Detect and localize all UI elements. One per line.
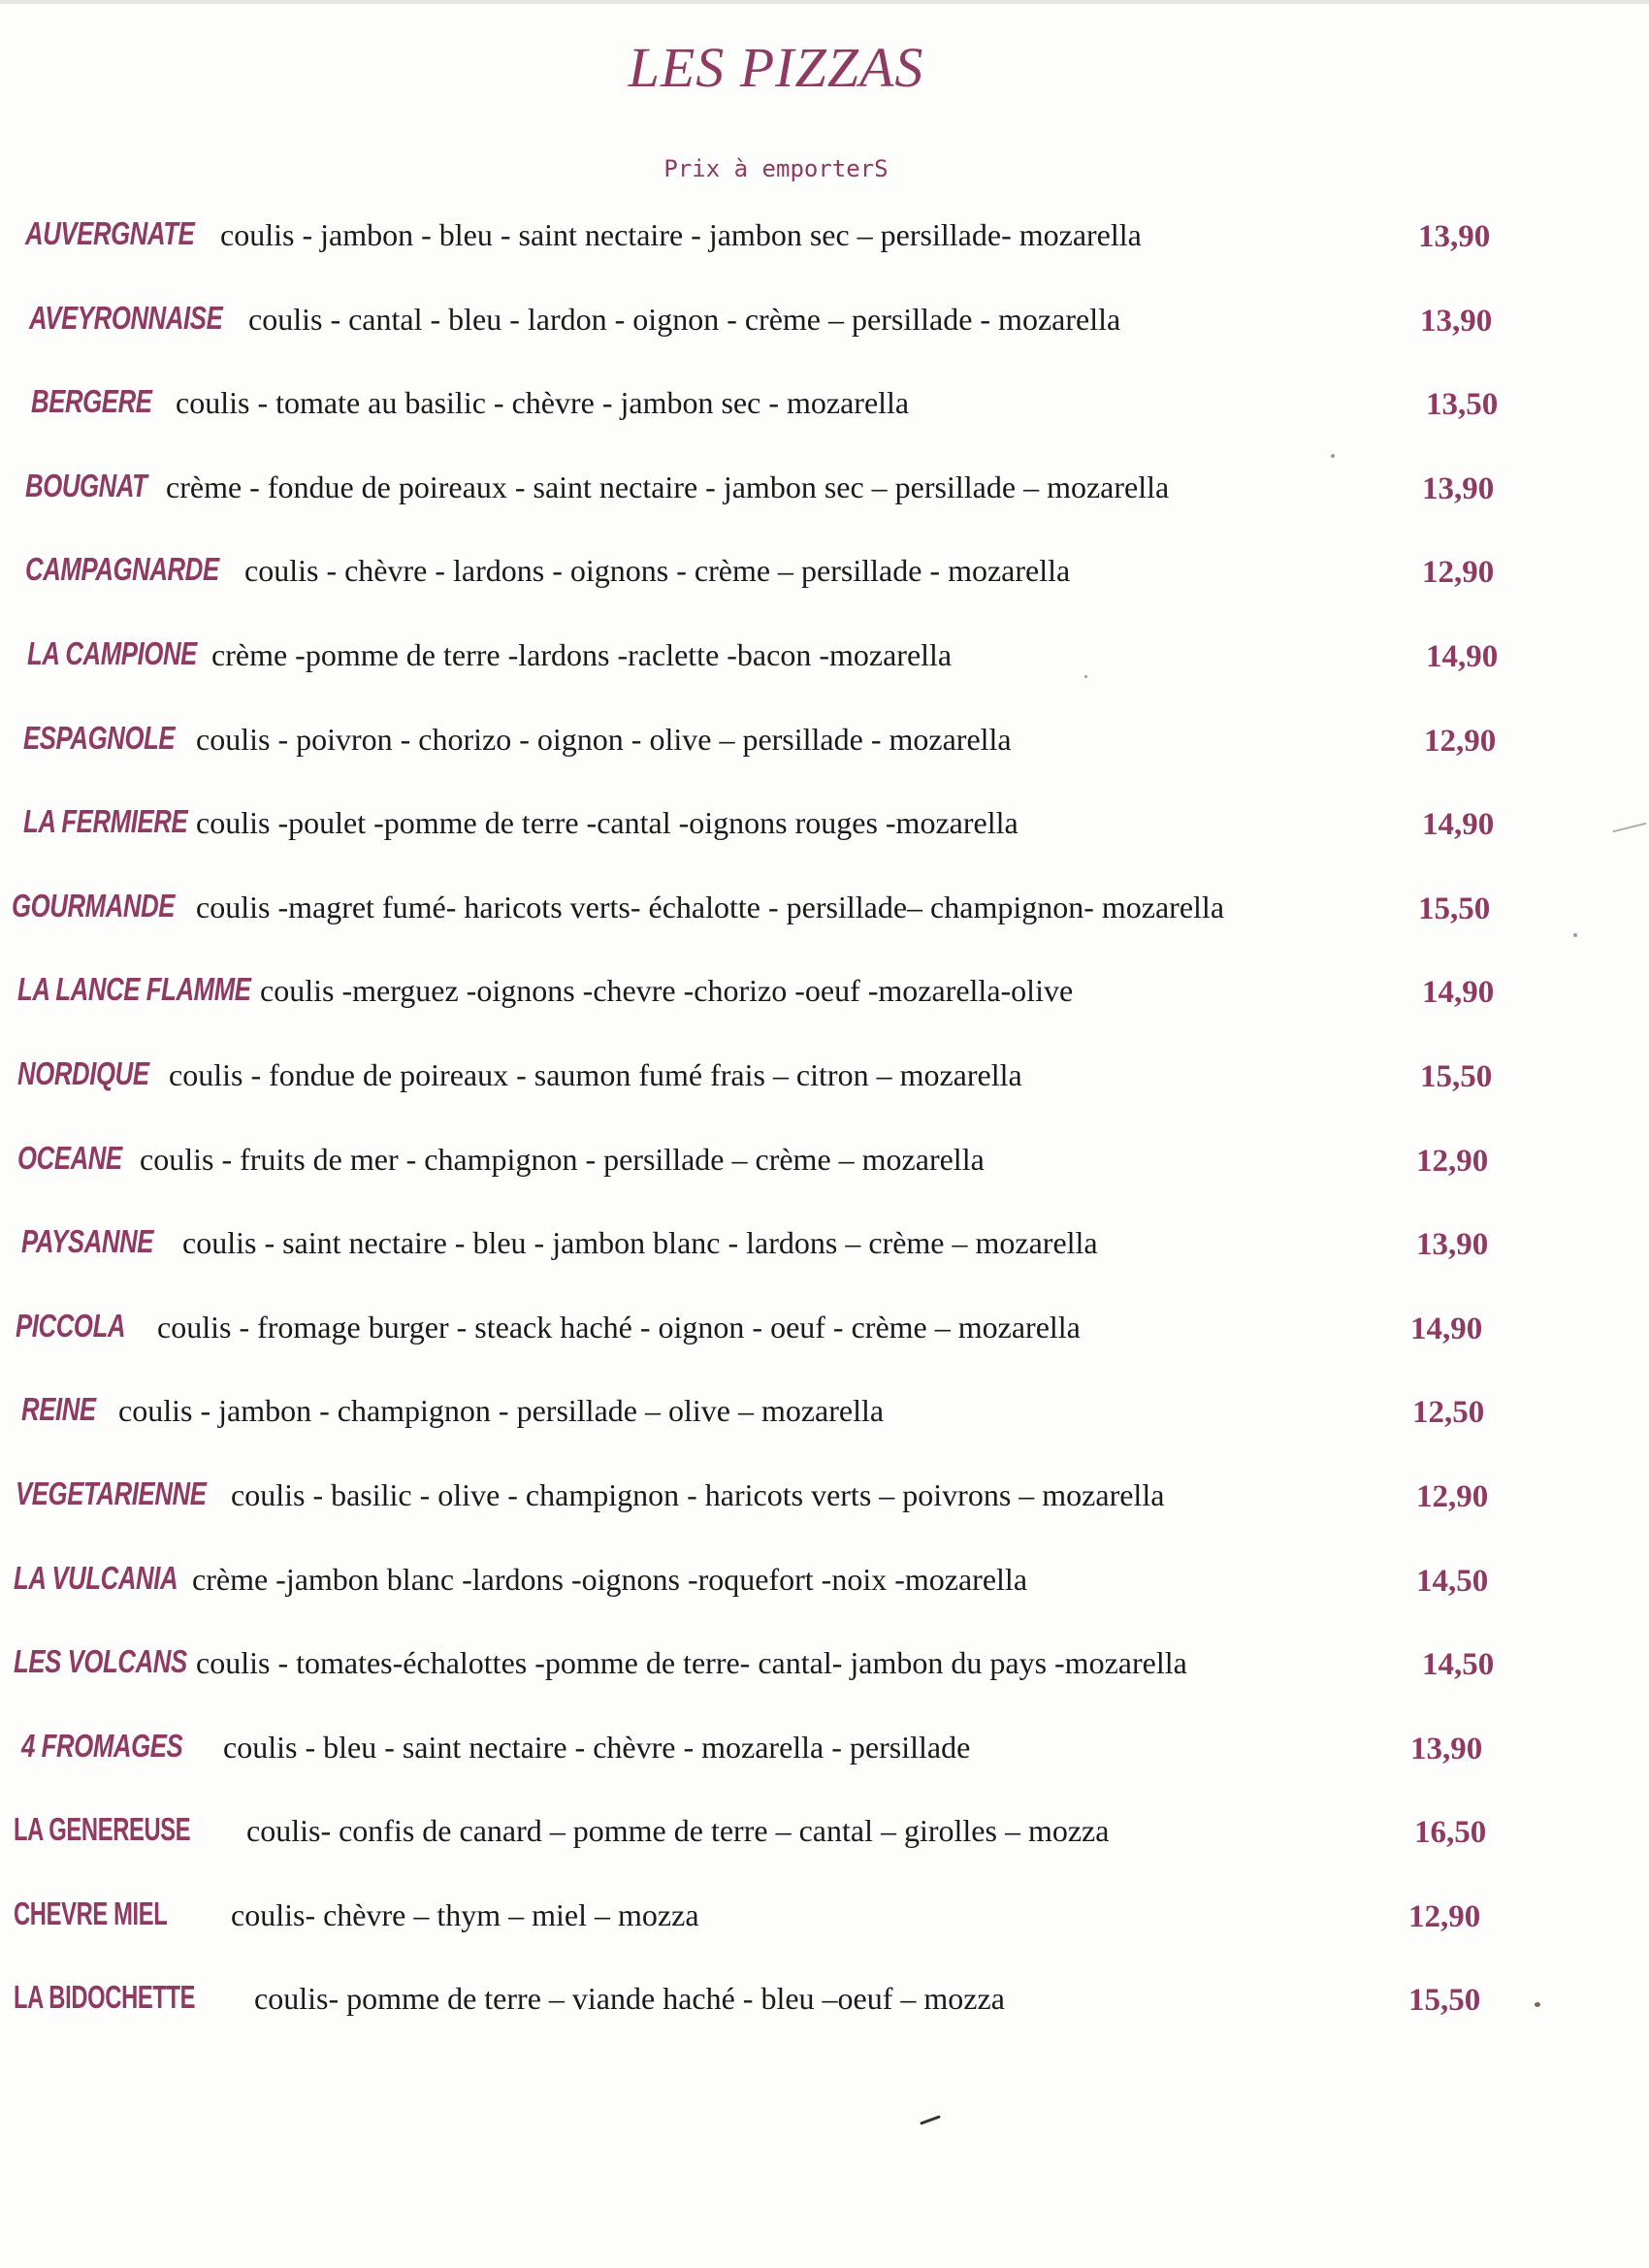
page-title: LES PIZZAS: [628, 36, 924, 99]
pizza-description: coulis - fondue de poireaux - saumon fumé frais – citron – mozarella: [169, 1056, 1022, 1092]
scan-mark: [920, 2115, 941, 2124]
pizza-price: 13,50: [1426, 387, 1499, 423]
menu-item: [0, 635, 1649, 720]
pizza-price: 12,90: [1422, 555, 1495, 591]
pizza-description: coulis - chèvre - lardons - oignons - crème – persillade - mozarella: [244, 553, 1071, 589]
pizza-description: coulis - cantal - bleu - lardon - oignon - crème – persillade - mozarella: [248, 301, 1121, 337]
menu-item: [0, 1895, 1649, 1980]
menu-item: [0, 1979, 1649, 2063]
pizza-price: 14,90: [1426, 638, 1499, 674]
pizza-description: coulis - jambon - champignon - persillade – olive – mozarella: [118, 1393, 885, 1429]
menu-item: [0, 1811, 1649, 1895]
scan-speck: [1573, 933, 1577, 937]
pizza-description: coulis - basilic - olive - champignon - haricots verts – poivrons – mozarella: [231, 1476, 1165, 1512]
menu-item: [0, 383, 1649, 468]
pizza-name: NORDIQUE: [17, 1054, 149, 1091]
menu-item: [0, 1055, 1649, 1140]
pizza-name: VEGETARIENNE: [16, 1474, 207, 1511]
pizza-name: LA BIDOCHETTE: [14, 1979, 196, 2016]
menu-item: [0, 971, 1649, 1055]
pizza-name: LA FERMIERE: [23, 803, 188, 840]
scan-speck: [1084, 675, 1087, 678]
pizza-name: LES VOLCANS: [14, 1643, 187, 1680]
pizza-price: 15,50: [1408, 1983, 1481, 2019]
pizza-description: crème -pomme de terre -lardons -raclette -bacon -mozarella: [211, 636, 953, 672]
menu-item: [0, 551, 1649, 635]
pizza-price: 13,90: [1420, 303, 1493, 339]
menu-item: [0, 1560, 1649, 1644]
pizza-name: OCEANE: [17, 1139, 122, 1176]
pizza-name: ESPAGNOLE: [23, 719, 176, 756]
pizza-price: 15,50: [1420, 1058, 1493, 1094]
pizza-price: 12,90: [1424, 723, 1497, 759]
pizza-price: 12,50: [1412, 1395, 1485, 1431]
scan-speck: [1535, 2002, 1540, 2007]
menu-item: [0, 300, 1649, 384]
pizza-price: 16,50: [1414, 1815, 1487, 1851]
scan-speck: [1331, 454, 1335, 458]
pizza-description: coulis - fromage burger - steack haché - oignon - oeuf - crème – mozarella: [157, 1309, 1081, 1345]
menu-item: [0, 1475, 1649, 1560]
pizza-name: LA LANCE FLAMME: [17, 971, 251, 1008]
pizza-price: 14,90: [1410, 1311, 1483, 1346]
menu-item: [0, 468, 1649, 552]
menu-item: [0, 888, 1649, 972]
pizza-name: PICCOLA: [16, 1307, 126, 1344]
pizza-description: coulis - fruits de mer - champignon - persillade – crème – mozarella: [140, 1141, 985, 1177]
pizza-name: BERGERE: [31, 383, 152, 420]
pizza-name: LA GENEREUSE: [14, 1811, 191, 1848]
pizza-description: crème - fondue de poireaux - saint nectaire - jambon sec – persillade – mozarella: [166, 469, 1170, 504]
pizza-name: PAYSANNE: [21, 1223, 154, 1260]
pizza-price: 14,50: [1422, 1647, 1495, 1683]
menu-item: [0, 1643, 1649, 1728]
pizza-description: coulis - tomates-échalottes -pomme de terre- cantal- jambon du pays -mozarella: [196, 1645, 1187, 1681]
menu-item: [0, 1223, 1649, 1308]
menu-item: [0, 215, 1649, 300]
pizza-description: coulis -poulet -pomme de terre -cantal -oignons rouges -mozarella: [196, 805, 1018, 841]
pizza-name: CHEVRE MIEL: [14, 1895, 168, 1931]
pizza-menu-list: [0, 215, 1649, 2063]
pizza-price: 13,90: [1422, 470, 1495, 506]
pizza-description: coulis - tomate au basilic - chèvre - jambon sec - mozarella: [176, 385, 910, 421]
pizza-name: REINE: [21, 1391, 96, 1428]
pizza-price: 14,90: [1422, 807, 1495, 843]
pizza-name: GOURMANDE: [12, 887, 176, 923]
menu-item: [0, 803, 1649, 888]
pizza-description: crème -jambon blanc -lardons -oignons -roquefort -noix -mozarella: [192, 1561, 1028, 1597]
pizza-name: CAMPAGNARDE: [25, 551, 219, 588]
pizza-description: coulis - jambon - bleu - saint nectaire - jambon sec – persillade- mozarella: [220, 217, 1142, 252]
menu-item: [0, 1728, 1649, 1812]
pizza-description: coulis - saint nectaire - bleu - jambon blanc - lardons – crème – mozarella: [182, 1225, 1098, 1261]
pizza-description: coulis - bleu - saint nectaire - chèvre - mozarella - persillade: [223, 1729, 971, 1765]
pizza-price: 12,90: [1416, 1478, 1489, 1514]
menu-item: [0, 1140, 1649, 1224]
scan-edge: [0, 0, 1649, 4]
pizza-price: 14,90: [1422, 975, 1495, 1011]
pizza-name: BOUGNAT: [25, 467, 147, 503]
pizza-description: coulis - poivron - chorizo - oignon - olive – persillade - mozarella: [196, 721, 1012, 757]
menu-item: [0, 1308, 1649, 1392]
menu-item: [0, 720, 1649, 804]
pizza-price: 15,50: [1418, 891, 1491, 926]
pizza-price: 12,90: [1416, 1143, 1489, 1179]
pizza-name: AVEYRONNAISE: [29, 299, 223, 336]
pizza-price: 13,90: [1410, 1731, 1483, 1766]
pizza-description: coulis- chèvre – thym – miel – mozza: [231, 1896, 699, 1932]
pizza-name: LA CAMPIONE: [27, 634, 197, 671]
subtitle-takeaway-prices: Prix à emporterS: [663, 155, 889, 182]
pizza-name: AUVERGNATE: [25, 215, 195, 251]
pizza-name: 4 FROMAGES: [21, 1727, 183, 1764]
menu-item: [0, 1391, 1649, 1475]
pizza-description: coulis- confis de canard – pomme de terre – cantal – girolles – mozza: [246, 1813, 1110, 1849]
pizza-price: 13,90: [1418, 219, 1491, 254]
pizza-price: 14,50: [1416, 1563, 1489, 1599]
pizza-description: coulis -magret fumé- haricots verts- échalotte - persillade– champignon- mozarella: [196, 889, 1225, 924]
pizza-description: coulis- pomme de terre – viande haché - bleu –oeuf – mozza: [254, 1981, 1005, 2017]
pizza-name: LA VULCANIA: [14, 1559, 178, 1596]
pizza-price: 13,90: [1416, 1227, 1489, 1263]
pizza-description: coulis -merguez -oignons -chevre -chorizo -oeuf -mozarella-olive: [260, 973, 1074, 1009]
pizza-price: 12,90: [1408, 1898, 1481, 1934]
